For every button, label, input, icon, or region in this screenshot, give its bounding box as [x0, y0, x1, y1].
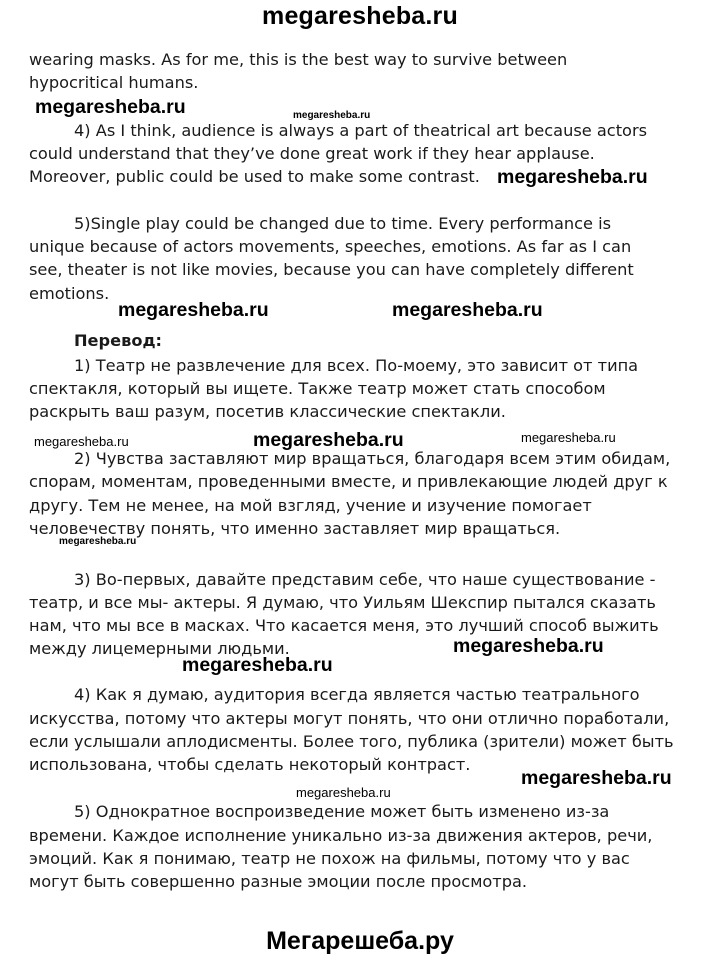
translation-p4-line-1: 4) Как я думаю, аудитория всегда является частью театрального [74, 685, 640, 704]
watermark: megaresheba.ru [453, 635, 604, 657]
translation-p2-line-4: человечеству понять, что именно заставляет мир вращаться. [29, 519, 561, 538]
translation-p4-line-2: искусства, потому что актеры могут понять, что они отлично поработали, [29, 709, 670, 728]
watermark: megaresheba.ru [35, 96, 186, 118]
translation-p3-line-4: между лицемерными людьми. [29, 639, 290, 658]
watermark: megaresheba.ru [497, 166, 648, 188]
translation-p3-line-3: нам, что мы все в масках. Что касается меня, это лучший способ выжить [29, 616, 659, 635]
watermark: megaresheba.ru [59, 536, 137, 547]
watermark: megaresheba.ru [182, 654, 333, 676]
watermark: megaresheba.ru [293, 110, 371, 121]
english-p3-line-2: hypocritical humans. [29, 73, 199, 92]
english-p4-line-1: 4) As I think, audience is always a part of theatrical art because actors [74, 121, 648, 140]
english-p5-line-2: unique because of actors movements, speeches, emotions. As far as I can [29, 237, 632, 256]
translation-p5-line-4: могут быть совершенно разные эмоции после просмотра. [29, 872, 528, 891]
translation-p5-line-2: времени. Каждое исполнение уникально из-за движения актеров, речи, [29, 826, 653, 845]
watermark: megaresheba.ru [253, 429, 404, 451]
page-footer-title: Мегарешеба.ру [266, 927, 454, 955]
watermark: megaresheba.ru [34, 434, 129, 449]
translation-p5-line-3: эмоций. Как я понимаю, театр не похож на фильмы, потому что у вас [29, 849, 630, 868]
page-header-title: megaresheba.ru [262, 2, 458, 30]
english-p4-line-3: Moreover, public could be used to make some contrast. [29, 167, 480, 186]
watermark: megaresheba.ru [521, 767, 672, 789]
translation-p5-line-1: 5) Однократное воспроизведение может быть изменено из-за [74, 802, 610, 821]
translation-p1-line-2: спектакля, который вы ищете. Также театр может стать способом [29, 379, 606, 398]
translation-p3-line-2: театр, и все мы- актеры. Я думаю, что Уильям Шекспир пытался сказать [29, 593, 656, 612]
translation-p1-line-1: 1) Театр не развлечение для всех. По-моему, это зависит от типа [74, 356, 639, 375]
translation-p1-line-3: раскрыть ваш разум, посетив классические спектакли. [29, 402, 506, 421]
translation-heading: Перевод: [74, 331, 163, 350]
translation-p2-line-1: 2) Чувства заставляют мир вращаться, благодаря всем этим обидам, [74, 449, 671, 468]
english-p5-line-3: see, theater is not like movies, because you can have completely different [29, 260, 634, 279]
translation-p4-line-3: если услышали аплодисменты. Более того, публика (зрители) может быть [29, 732, 674, 751]
watermark: megaresheba.ru [521, 430, 616, 445]
english-p5-line-4: emotions. [29, 284, 110, 303]
watermark: megaresheba.ru [118, 299, 269, 321]
translation-p3-line-1: 3) Во-первых, давайте представим себе, что наше существование - [74, 570, 656, 589]
watermark: megaresheba.ru [392, 299, 543, 321]
watermark: megaresheba.ru [296, 785, 391, 800]
translation-p2-line-3: другу. Тем не менее, на мой взгляд, учение и изучение помогает [29, 496, 592, 515]
english-p3-line-1: wearing masks. As for me, this is the best way to survive between [29, 50, 568, 69]
english-p4-line-2: could understand that they’ve done great work if they hear applause. [29, 144, 595, 163]
translation-p4-line-4: использована, чтобы сделать некоторый контраст. [29, 755, 471, 774]
translation-p2-line-2: спорам, моментам, проведенными вместе, и привлекающие людей друг к [29, 472, 668, 491]
english-p5-line-1: 5)Single play could be changed due to time. Every performance is [74, 214, 612, 233]
